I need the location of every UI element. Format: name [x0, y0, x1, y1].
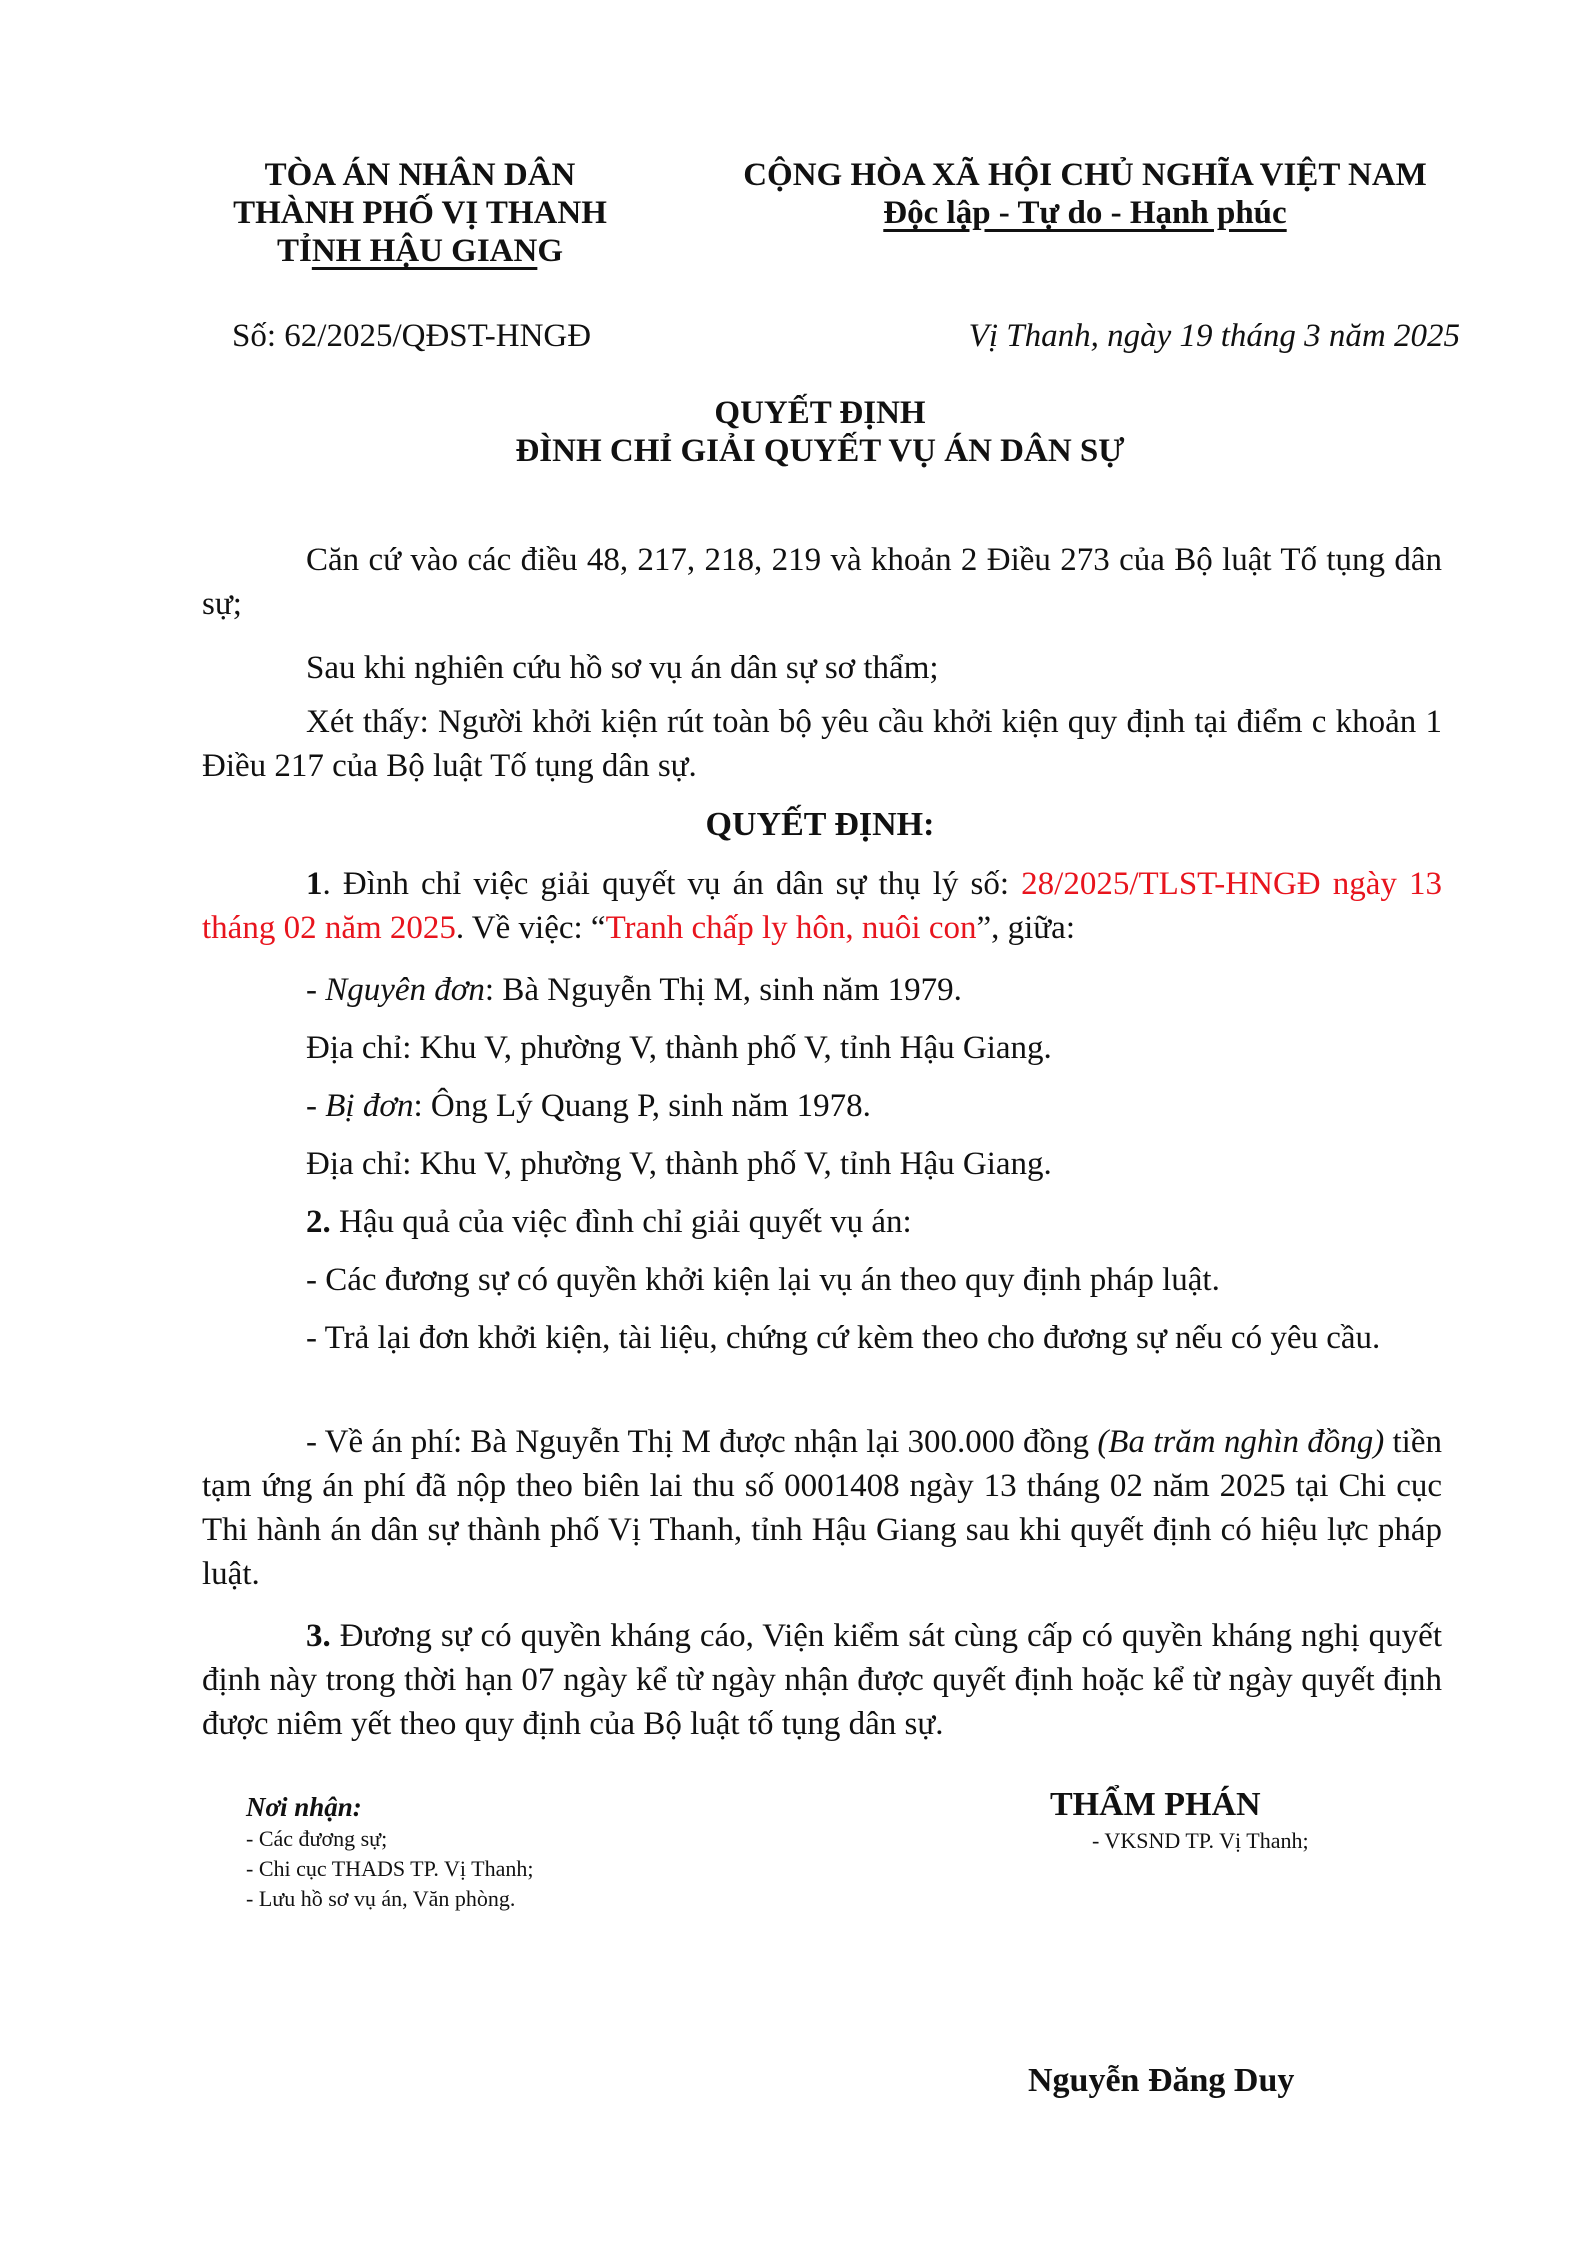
court-underline: NH HẬU GIAN — [311, 233, 538, 269]
defendant-line: - Bị đơn: Ông Lý Quang P, sinh năm 1978. — [306, 1088, 871, 1124]
decision-heading: QUYẾT ĐỊNH: — [705, 806, 935, 843]
item-2-bullet-3: - Về án phí: Bà Nguyễn Thị M được nhận lại 300.000 đồng (Ba trăm nghìn đồng) tiền tạm ứng án phí đã nộp theo biên lai thu số 0001408 ngày 13 tháng 02 năm 2025 tại Chi cục Thi hành án dân sự thành phố Vị Thanh, tỉnh Hậu Giang sau khi quyết định có hiệu lực pháp luật. — [202, 1424, 1442, 1592]
recipients-block — [246, 1790, 533, 1914]
preamble-legal-basis: Căn cứ vào các điều 48, 217, 218, 219 và khoản 2 Điều 273 của Bộ luật Tố tụng dân sự; — [202, 542, 1442, 622]
item-3-paragraph: 3. Đương sự có quyền kháng cáo, Viện kiểm sát cùng cấp có quyền kháng nghị quyết định này trong thời hạn 07 ngày kể từ ngày nhận được quyết định hoặc kể từ ngày quyết định được niêm yết theo quy định của Bộ luật tố tụng dân sự. — [202, 1618, 1442, 1742]
recipient-item: - Chi cục THADS TP. Vị Thanh; — [246, 1856, 534, 1881]
court-name-block — [200, 156, 640, 270]
item-2-bullet-1: - Các đương sự có quyền khởi kiện lại vụ án theo quy định pháp luật. — [306, 1262, 1220, 1298]
preamble-review: Sau khi nghiên cứu hồ sơ vụ án dân sự sơ thẩm; — [306, 650, 939, 686]
document-number: Số: 62/2025/QĐST-HNGĐ — [232, 318, 592, 354]
recipient-item: - Lưu hồ sơ vụ án, Văn phòng. — [246, 1886, 516, 1911]
plaintiff-line: - Nguyên đơn: Bà Nguyễn Thị M, sinh năm 1979. — [306, 972, 962, 1008]
court-name-line3: TỈNH HẬU GIANG — [276, 233, 564, 269]
national-motto-block — [690, 156, 1480, 232]
recipient-item-extra: - VKSND TP. Vị Thanh; — [1092, 1828, 1309, 1853]
document-title — [200, 394, 1440, 470]
defendant-address: Địa chỉ: Khu V, phường V, thành phố V, tỉnh Hậu Giang. — [306, 1146, 1052, 1182]
item-2-heading: 2. Hậu quả của việc đình chỉ giải quyết vụ án: — [306, 1204, 912, 1240]
court-name-line2: THÀNH PHỐ VỊ THANH — [233, 195, 607, 231]
document-date: Vị Thanh, ngày 19 tháng 3 năm 2025 — [968, 318, 1460, 354]
title-line2: ĐÌNH CHỈ GIẢI QUYẾT VỤ ÁN DÂN SỰ — [515, 433, 1125, 469]
motto: Độc lập - Tự do - Hạnh phúc — [883, 195, 1287, 231]
country-name: CỘNG HÒA XÃ HỘI CHỦ NGHĨA VIỆT NAM — [743, 157, 1427, 193]
case-reference: 28/2025/TLST-HNGĐ ngày 13 tháng 02 năm 2025 — [202, 866, 1442, 946]
court-name-line1: TÒA ÁN NHÂN DÂN — [264, 157, 576, 193]
preamble-finding: Xét thấy: Người khởi kiện rút toàn bộ yêu cầu khởi kiện quy định tại điểm c khoản 1 Điều 217 của Bộ luật Tố tụng dân sự. — [202, 704, 1442, 784]
case-subject: Tranh chấp ly hôn, nuôi con — [605, 910, 977, 946]
item-1-paragraph: 1. Đình chỉ việc giải quyết vụ án dân sự thụ lý số: 28/2025/TLST-HNGĐ ngày 13 tháng 02 năm 2025. Về việc: “Tranh chấp ly hôn, nuôi con”, giữa: — [202, 866, 1442, 946]
recipients-label: Nơi nhận: — [246, 1792, 362, 1822]
item-2-bullet-2: - Trả lại đơn khởi kiện, tài liệu, chứng cứ kèm theo cho đương sự nếu có yêu cầu. — [306, 1320, 1381, 1356]
recipient-item: - Các đương sự; — [246, 1826, 388, 1851]
signature-name: Nguyễn Đăng Duy — [1028, 2062, 1295, 2099]
signature-title: THẨM PHÁN — [1050, 1786, 1261, 1823]
title-line1: QUYẾT ĐỊNH — [714, 395, 926, 431]
plaintiff-address: Địa chỉ: Khu V, phường V, thành phố V, tỉnh Hậu Giang. — [306, 1030, 1052, 1066]
